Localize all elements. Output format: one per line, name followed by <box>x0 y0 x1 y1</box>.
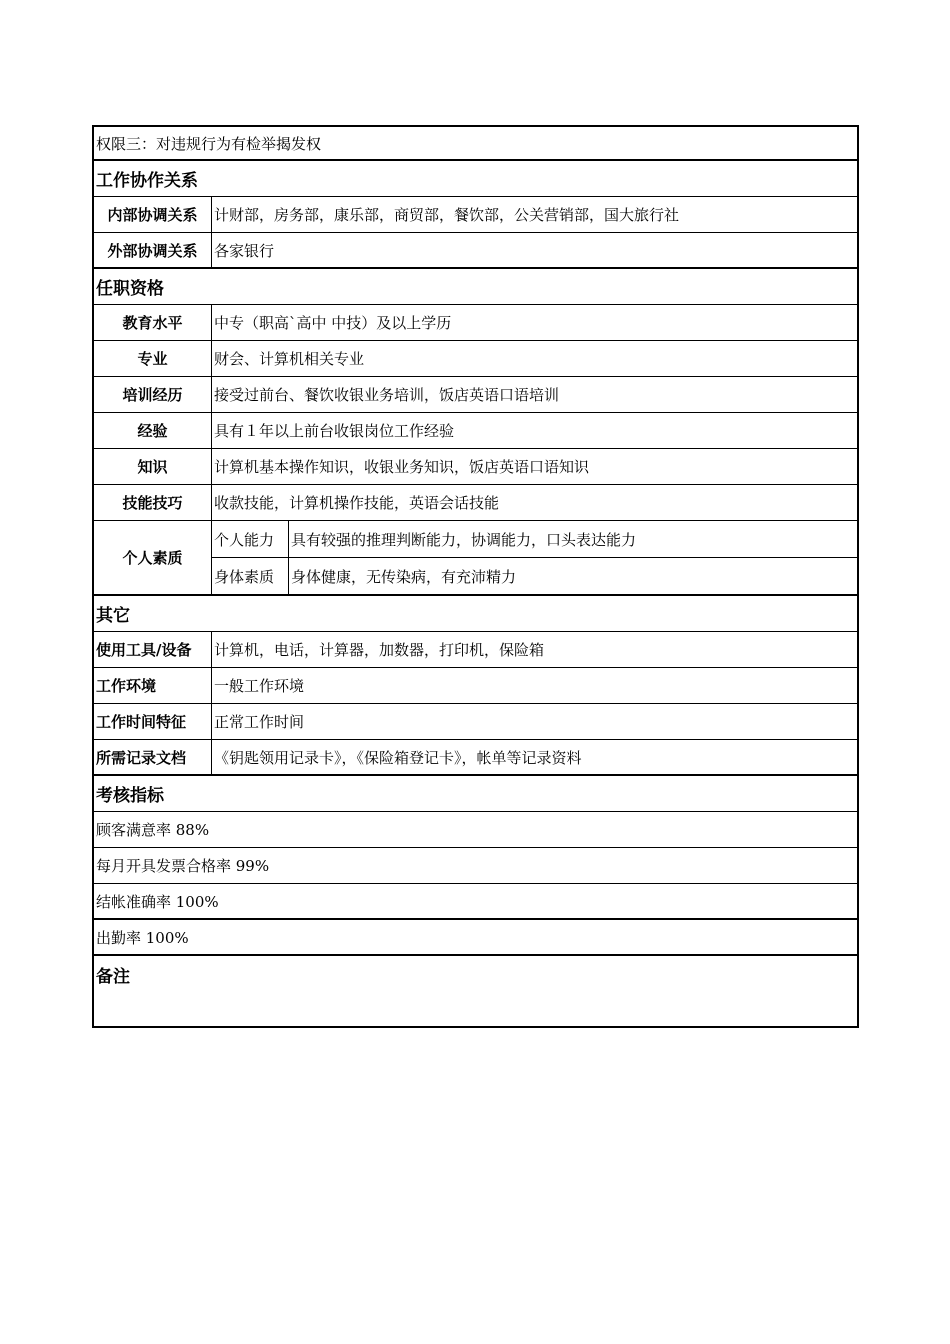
row-label: 专业 <box>94 341 212 376</box>
row-label: 外部协调关系 <box>94 233 212 267</box>
row-label: 所需记录文档 <box>94 740 212 774</box>
row-value: 中专（职高`高中 中技）及以上学历 <box>214 314 452 332</box>
row-value: 正常工作时间 <box>214 713 305 731</box>
table-row <box>92 197 859 233</box>
section-title-other: 其它 <box>96 606 130 626</box>
table-row <box>92 632 859 668</box>
personal-quality-row <box>92 521 859 596</box>
kpi-row <box>92 848 859 884</box>
kpi-text: 每月开具发票合格率 99% <box>96 857 270 875</box>
table-row <box>92 377 859 413</box>
row-value: 各家银行 <box>214 241 275 260</box>
section-header-kpi <box>92 776 859 812</box>
table-row <box>92 413 859 449</box>
row-label: 使用工具/设备 <box>94 632 212 667</box>
section-title-qualification: 任职资格 <box>96 279 164 299</box>
row-label: 教育水平 <box>94 305 212 340</box>
row-label: 个人素质 <box>94 521 212 594</box>
section-title-kpi: 考核指标 <box>96 786 164 806</box>
section-title-remark: 备注 <box>96 967 130 987</box>
kpi-row <box>92 884 859 920</box>
row-value: 收款技能，计算机操作技能，英语会话技能 <box>214 494 500 512</box>
kpi-row <box>92 812 859 848</box>
kpi-row <box>92 920 859 956</box>
table-row <box>92 485 859 521</box>
sub-row <box>212 557 857 594</box>
table-row <box>92 449 859 485</box>
section-header-qualification <box>92 269 859 305</box>
authority-text: 权限三：对违规行为有检举揭发权 <box>96 134 322 153</box>
sub-label: 身体素质 <box>212 558 289 594</box>
row-value: 计财部，房务部，康乐部，商贸部，餐饮部，公关营销部，国大旅行社 <box>214 206 680 224</box>
sub-value: 具有较强的推理判断能力，协调能力，口头表达能力 <box>291 530 637 549</box>
row-value: 具有１年以上前台收银岗位工作经验 <box>214 422 455 440</box>
row-label: 培训经历 <box>94 377 212 412</box>
job-description-table <box>92 125 859 1028</box>
row-label: 工作环境 <box>94 668 212 703</box>
table-row <box>92 704 859 740</box>
kpi-text: 出勤率 100% <box>96 928 189 947</box>
table-row <box>92 233 859 269</box>
row-label: 技能技巧 <box>94 485 212 520</box>
row-label: 经验 <box>94 413 212 448</box>
table-row <box>92 305 859 341</box>
sub-label: 个人能力 <box>212 521 289 557</box>
kpi-text: 顾客满意率 88% <box>96 821 210 839</box>
kpi-text: 结帐准确率 100% <box>96 892 219 911</box>
row-label: 工作时间特征 <box>94 704 212 739</box>
sub-value: 身体健康，无传染病，有充沛精力 <box>291 567 517 586</box>
row-label: 内部协调关系 <box>94 197 212 232</box>
table-row <box>92 341 859 377</box>
section-header-collaboration <box>92 161 859 197</box>
row-value: 一般工作环境 <box>214 677 305 695</box>
sub-row <box>212 521 857 557</box>
authority-row <box>92 125 859 161</box>
section-title-collaboration: 工作协作关系 <box>96 171 198 191</box>
table-row <box>92 668 859 704</box>
row-value: 接受过前台、餐饮收银业务培训，饭店英语口语培训 <box>214 386 560 404</box>
section-header-other <box>92 596 859 632</box>
personal-quality-group <box>212 521 857 594</box>
row-value: 《钥匙领用记录卡》，《保险箱登记卡》，帐单等记录资料 <box>214 748 582 767</box>
row-value: 计算机，电话，计算器，加数器，打印机，保险箱 <box>214 641 545 659</box>
row-value: 财会、计算机相关专业 <box>214 350 365 368</box>
remark-row <box>92 956 859 1028</box>
row-label: 知识 <box>94 449 212 484</box>
table-row <box>92 740 859 776</box>
row-value: 计算机基本操作知识，收银业务知识，饭店英语口语知识 <box>214 458 590 476</box>
